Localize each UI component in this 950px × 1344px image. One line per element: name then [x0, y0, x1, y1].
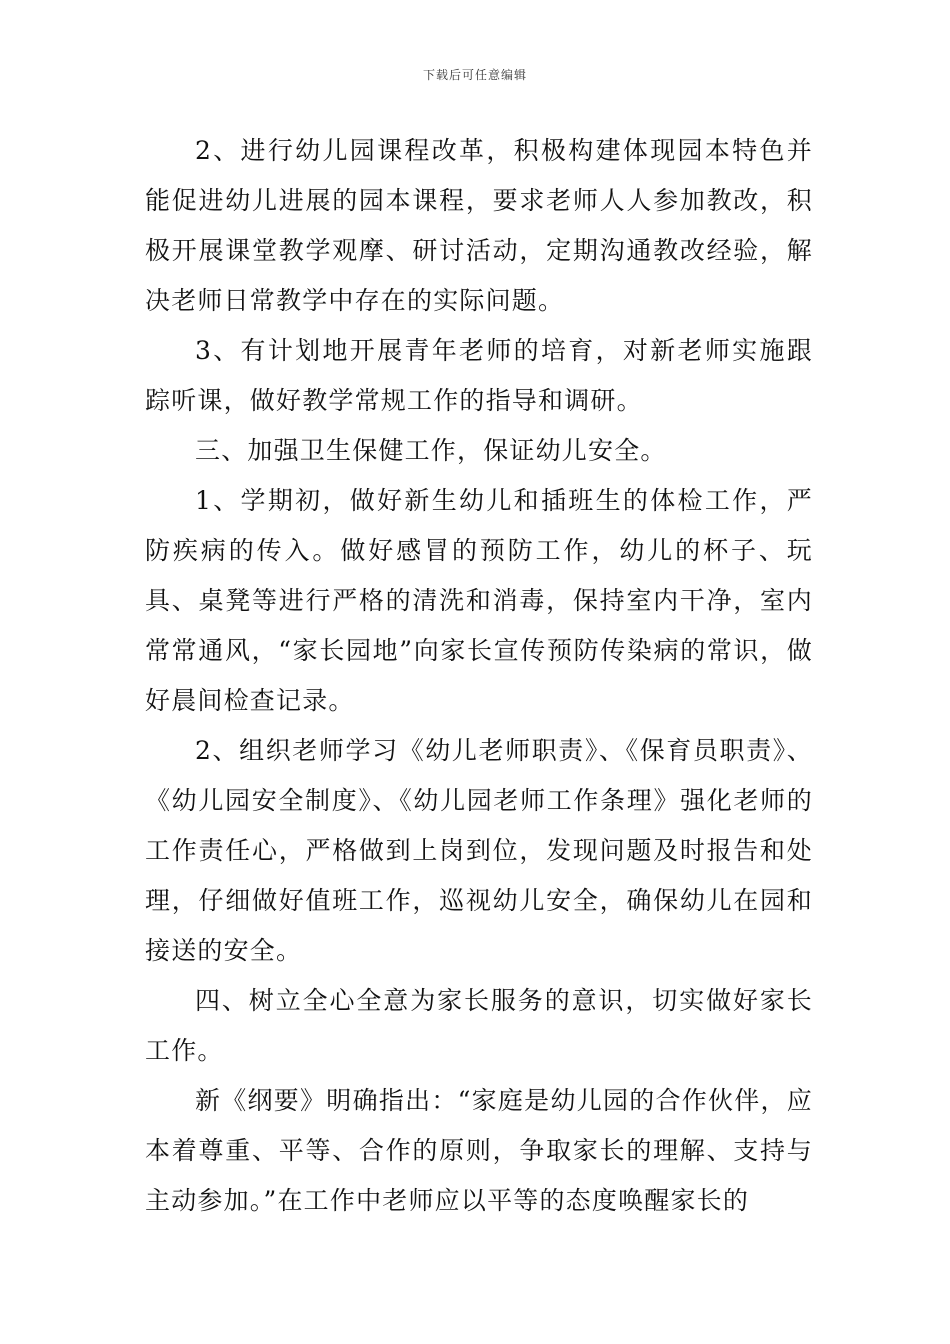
paragraph-teacher-duties: 2、组织老师学习《幼儿老师职责》、《保育员职责》、《幼儿园安全制度》、《幼儿园老师工作条理》强化老师的工作责任心，严格做到上岗到位，发现问题及时报告和处理，仔细做好值班工作，巡视幼儿安全，确保幼儿在园和接送的安全。: [145, 736, 813, 965]
section-heading-health-safety: 三、加强卫生保健工作，保证幼儿安全。: [195, 436, 667, 465]
paragraph-young-teacher-training: 3、有计划地开展青年老师的培育，对新老师实施跟踪听课，做好教学常规工作的指导和调研。: [145, 336, 813, 415]
paragraph-curriculum-reform: 2、进行幼儿园课程改革，积极构建体现园本特色并能促进幼儿进展的园本课程，要求老师人人参加教改，积极开展课堂教学观摩、研讨活动，定期沟通教改经验，解决老师日常教学中存在的实际问题。: [145, 136, 813, 315]
paragraph-health-checks: 1、学期初，做好新生幼儿和插班生的体检工作，严防疾病的传入。做好感冒的预防工作，幼儿的杯子、玩具、桌凳等进行严格的清洗和消毒，保持室内干净，室内常常通风，“家长园地”向家长宣传预防传染病的常识，做好晨间检查记录。: [145, 486, 813, 715]
header-note: 下载后可任意编辑: [422, 68, 527, 82]
paragraph-outline-quote: 新《纲要》明确指出：“家庭是幼儿园的合作伙伴，应本着尊重、平等、合作的原则，争取家长的理解、支持与主动参加。”在工作中老师应以平等的态度唤醒家长的: [145, 1086, 813, 1215]
document-body: [145, 126, 813, 1226]
section-heading-parent-service: 四、树立全心全意为家长服务的意识，切实做好家长工作。: [145, 986, 813, 1065]
